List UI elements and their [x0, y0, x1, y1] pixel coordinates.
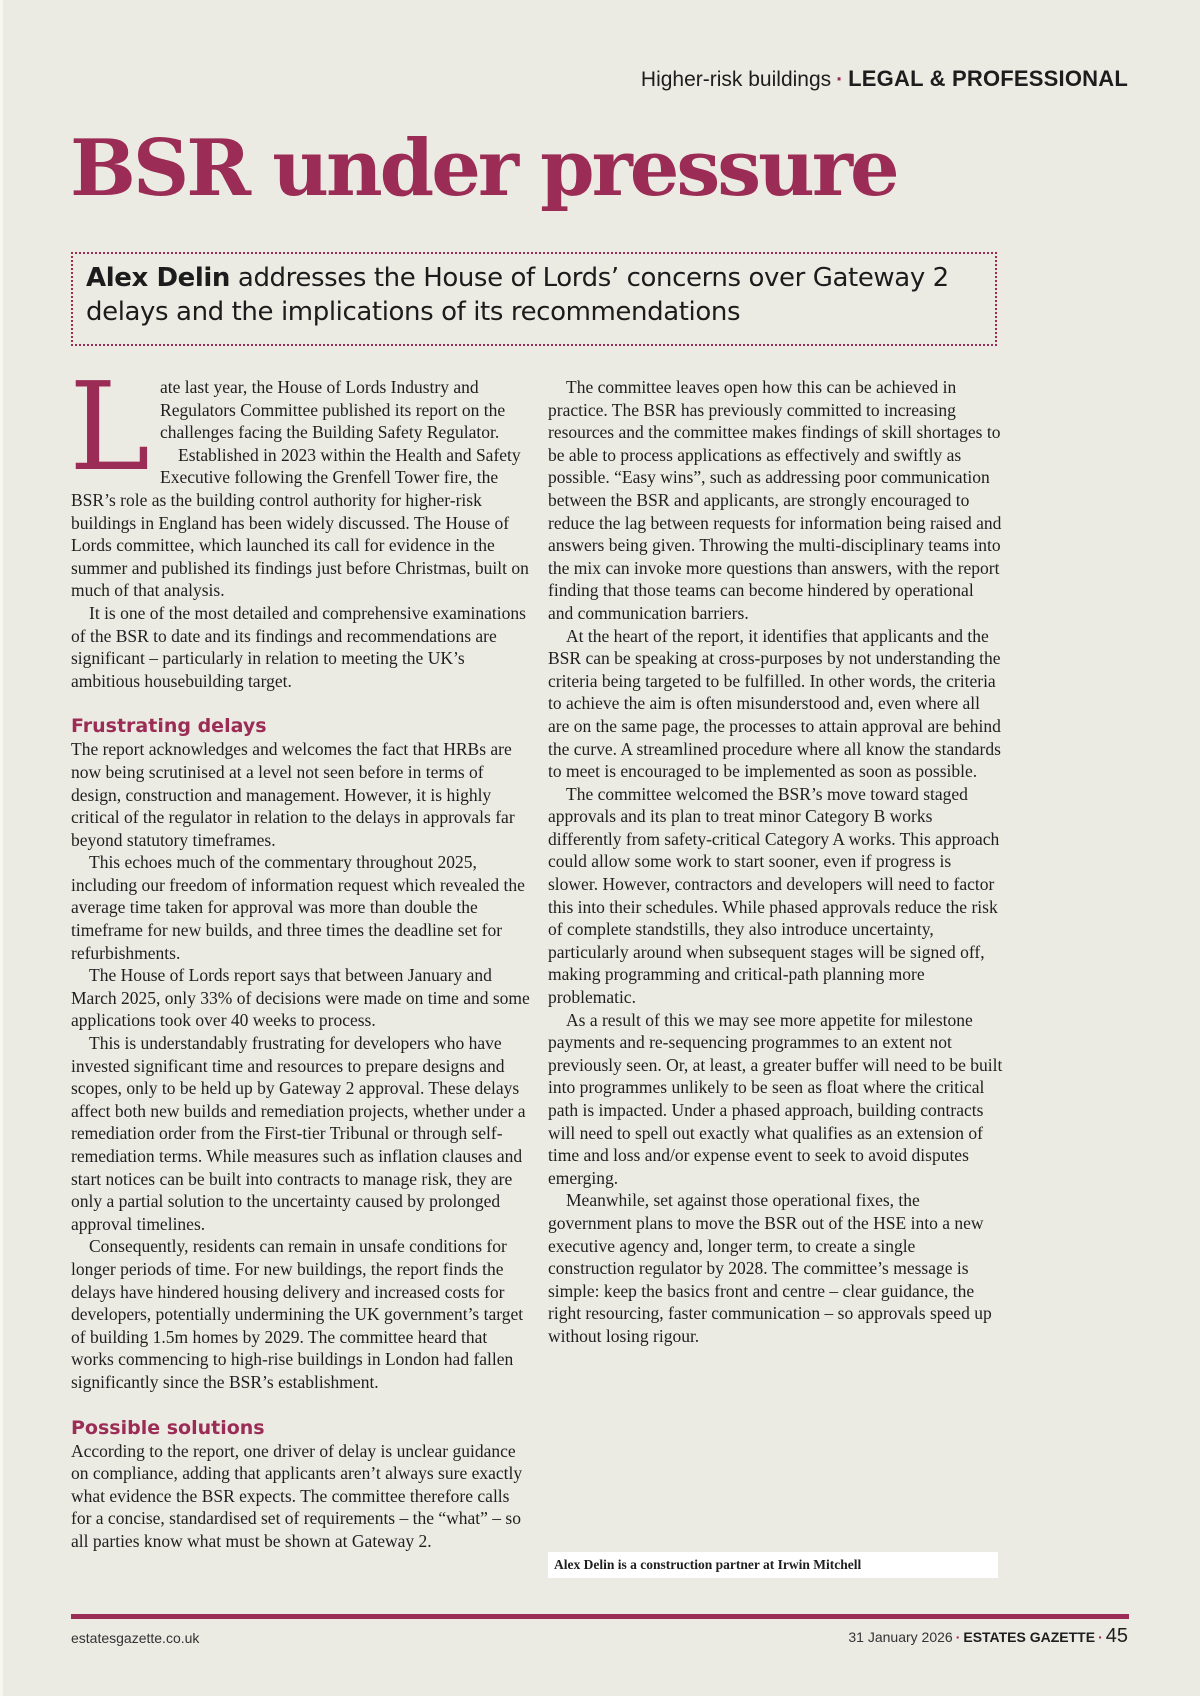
article-column-right	[548, 376, 1003, 1348]
body-paragraph: As a result of this we may see more appetite for milestone payments and re-sequencing programmes to an extent not previously seen. Or, at least, a greater buffer will need to be built into programmes unlikely to be seen as float where the critical path is impacted. Under a phased approach, building contracts will need to spell out exactly what qualifies as an extension of time and loss and/or expense event to seek to avoid disputes emerging.	[548, 1009, 1003, 1188]
standfirst-author: Alex Delin	[86, 263, 231, 293]
body-paragraph: According to the report, one driver of delay is unclear guidance on compliance, adding that applicants aren’t always sure exactly what evidence the BSR expects. The committee therefore calls for a concise, standardised set of requirements – the “what” – so all parties know what must be shown at Gateway 2.	[71, 1440, 523, 1551]
standfirst	[71, 252, 997, 346]
drop-cap: L	[69, 356, 151, 498]
body-paragraph: This echoes much of the commentary throughout 2025, including our freedom of information request which revealed the average time taken for approval was more than double the timeframe for new builds, and three times the deadline set for refurbishments.	[71, 852, 525, 963]
separator-dot: ·	[955, 1629, 961, 1645]
intro-lead-block	[160, 376, 531, 444]
body-paragraph: Established in 2023 within the Health and Safety Executive following the Grenfell Tower fire, the BSR’s role as the building control authority for higher-risk buildings in England has been widely discussed. The House of Lords committee, which launched its call for evidence in the summer and published its findings just before Christmas, built on much of that analysis.	[71, 444, 529, 601]
body-paragraph: At the heart of the report, it identifies that applicants and the BSR can be speaking at cross-purposes by not understanding the criteria being targeted to be fulfilled. In other words, the criteria to achieve the aim is often misunderstood and, even where all are on the same page, the processes to attain approval are behind the curve. A streamlined procedure where all know the standards to meet is encouraged to be implemented as soon as possible.	[548, 625, 1001, 782]
body-paragraph: Consequently, residents can remain in unsafe conditions for longer periods of time. For new buildings, the report finds the delays have hindered housing delivery and increased costs for developers, potentially undermining the UK government’s target of building 1.5m homes by 2029. The committee heard that works commencing to high-rise buildings in London had fallen significantly since the BSR’s establishment.	[71, 1236, 524, 1392]
footer-info	[848, 1625, 1128, 1648]
subhead-frustrating-delays: Frustrating delays	[71, 715, 267, 738]
body-paragraph: Meanwhile, set against those operational fixes, the government plans to move the BSR out of the HSE into a new executive agency and, longer term, to create a single construction regulator by 2028. The committee’s message is simple: keep the basics front and centre – clear guidance, the right resourcing, faster communication – so approvals speed up without losing rigour.	[548, 1190, 992, 1346]
intro-lead-paragraph: ate last year, the House of Lords Industry and Regulators Committee published its report on the challenges facing the Building Safety Regulator.	[160, 377, 506, 443]
subhead-possible-solutions: Possible solutions	[71, 1416, 265, 1439]
footer-date: 31 January 2026	[848, 1629, 953, 1645]
page-edge	[0, 0, 3, 1696]
footer-rule	[71, 1614, 1129, 1619]
page-number: 45	[1105, 1625, 1128, 1647]
running-head	[641, 66, 1128, 92]
author-bio: Alex Delin is a construction partner at Irwin Mitchell	[548, 1552, 998, 1578]
footer-publication: ESTATES GAZETTE	[963, 1629, 1096, 1645]
article-column-left	[69, 356, 531, 1553]
headline: BSR under pressure	[70, 123, 897, 214]
body-paragraph: The committee leaves open how this can be achieved in practice. The BSR has previously committed to increasing resources and the committee makes findings of skill shortages to be able to process applications as effectively and swiftly as possible. “Easy wins”, such as addressing poor communication between the BSR and applicants, are strongly encouraged to reduce the lag between requests for information being raised and answers being given. Throwing the multi-disciplinary teams into the mix can invoke more questions than answers, with the report finding that those teams can become hindered by operational and communication barriers.	[548, 377, 1002, 623]
body-paragraph: The House of Lords report says that between January and March 2025, only 33% of decisions were made on time and some applications took over 40 weeks to process.	[71, 965, 530, 1031]
body-paragraph: This is understandably frustrating for developers who have invested significant time and resources to prepare designs and scopes, only to be held up by Gateway 2 approval. These delays affect both new builds and remediation projects, whether under a remediation order from the First-tier Tribunal or through self-remediation terms. While measures such as inflation clauses and start notices can be built into contracts to manage risk, they are only a partial solution to the uncertainty caused by prolonged approval timelines.	[71, 1033, 526, 1234]
body-paragraph: The report acknowledges and welcomes the fact that HRBs are now being scrutinised at a level not seen before in terms of design, construction and management. However, it is highly critical of the regulator in relation to the delays in approvals far beyond statutory timeframes.	[71, 739, 515, 850]
separator-dot: ·	[1098, 1629, 1103, 1645]
section-label: LEGAL & PROFESSIONAL	[848, 66, 1128, 91]
topic-label: Higher-risk buildings	[640, 68, 832, 91]
standfirst-text: addresses the House of Lords’ concerns over Gateway 2 delays and the implications of its recommendations	[86, 263, 949, 327]
body-paragraph: It is one of the most detailed and comprehensive examinations of the BSR to date and its findings and recommendations are significant – particularly in relation to meeting the UK’s ambitious housebuilding target.	[71, 602, 526, 691]
separator-dot: ·	[836, 68, 844, 91]
body-paragraph: The committee welcomed the BSR’s move toward staged approvals and its plan to treat minor Category B works differently from safety-critical Category A works. This approach could allow some work to start sooner, even if progress is slower. However, contractors and developers will need to factor this into their schedules. While phased approvals reduce the risk of complete standstills, they also introduce uncertainty, particularly around when subsequent stages will be signed off, making programming and critical-path planning more problematic.	[548, 783, 1000, 1008]
footer-website: estatesgazette.co.uk	[71, 1630, 200, 1646]
